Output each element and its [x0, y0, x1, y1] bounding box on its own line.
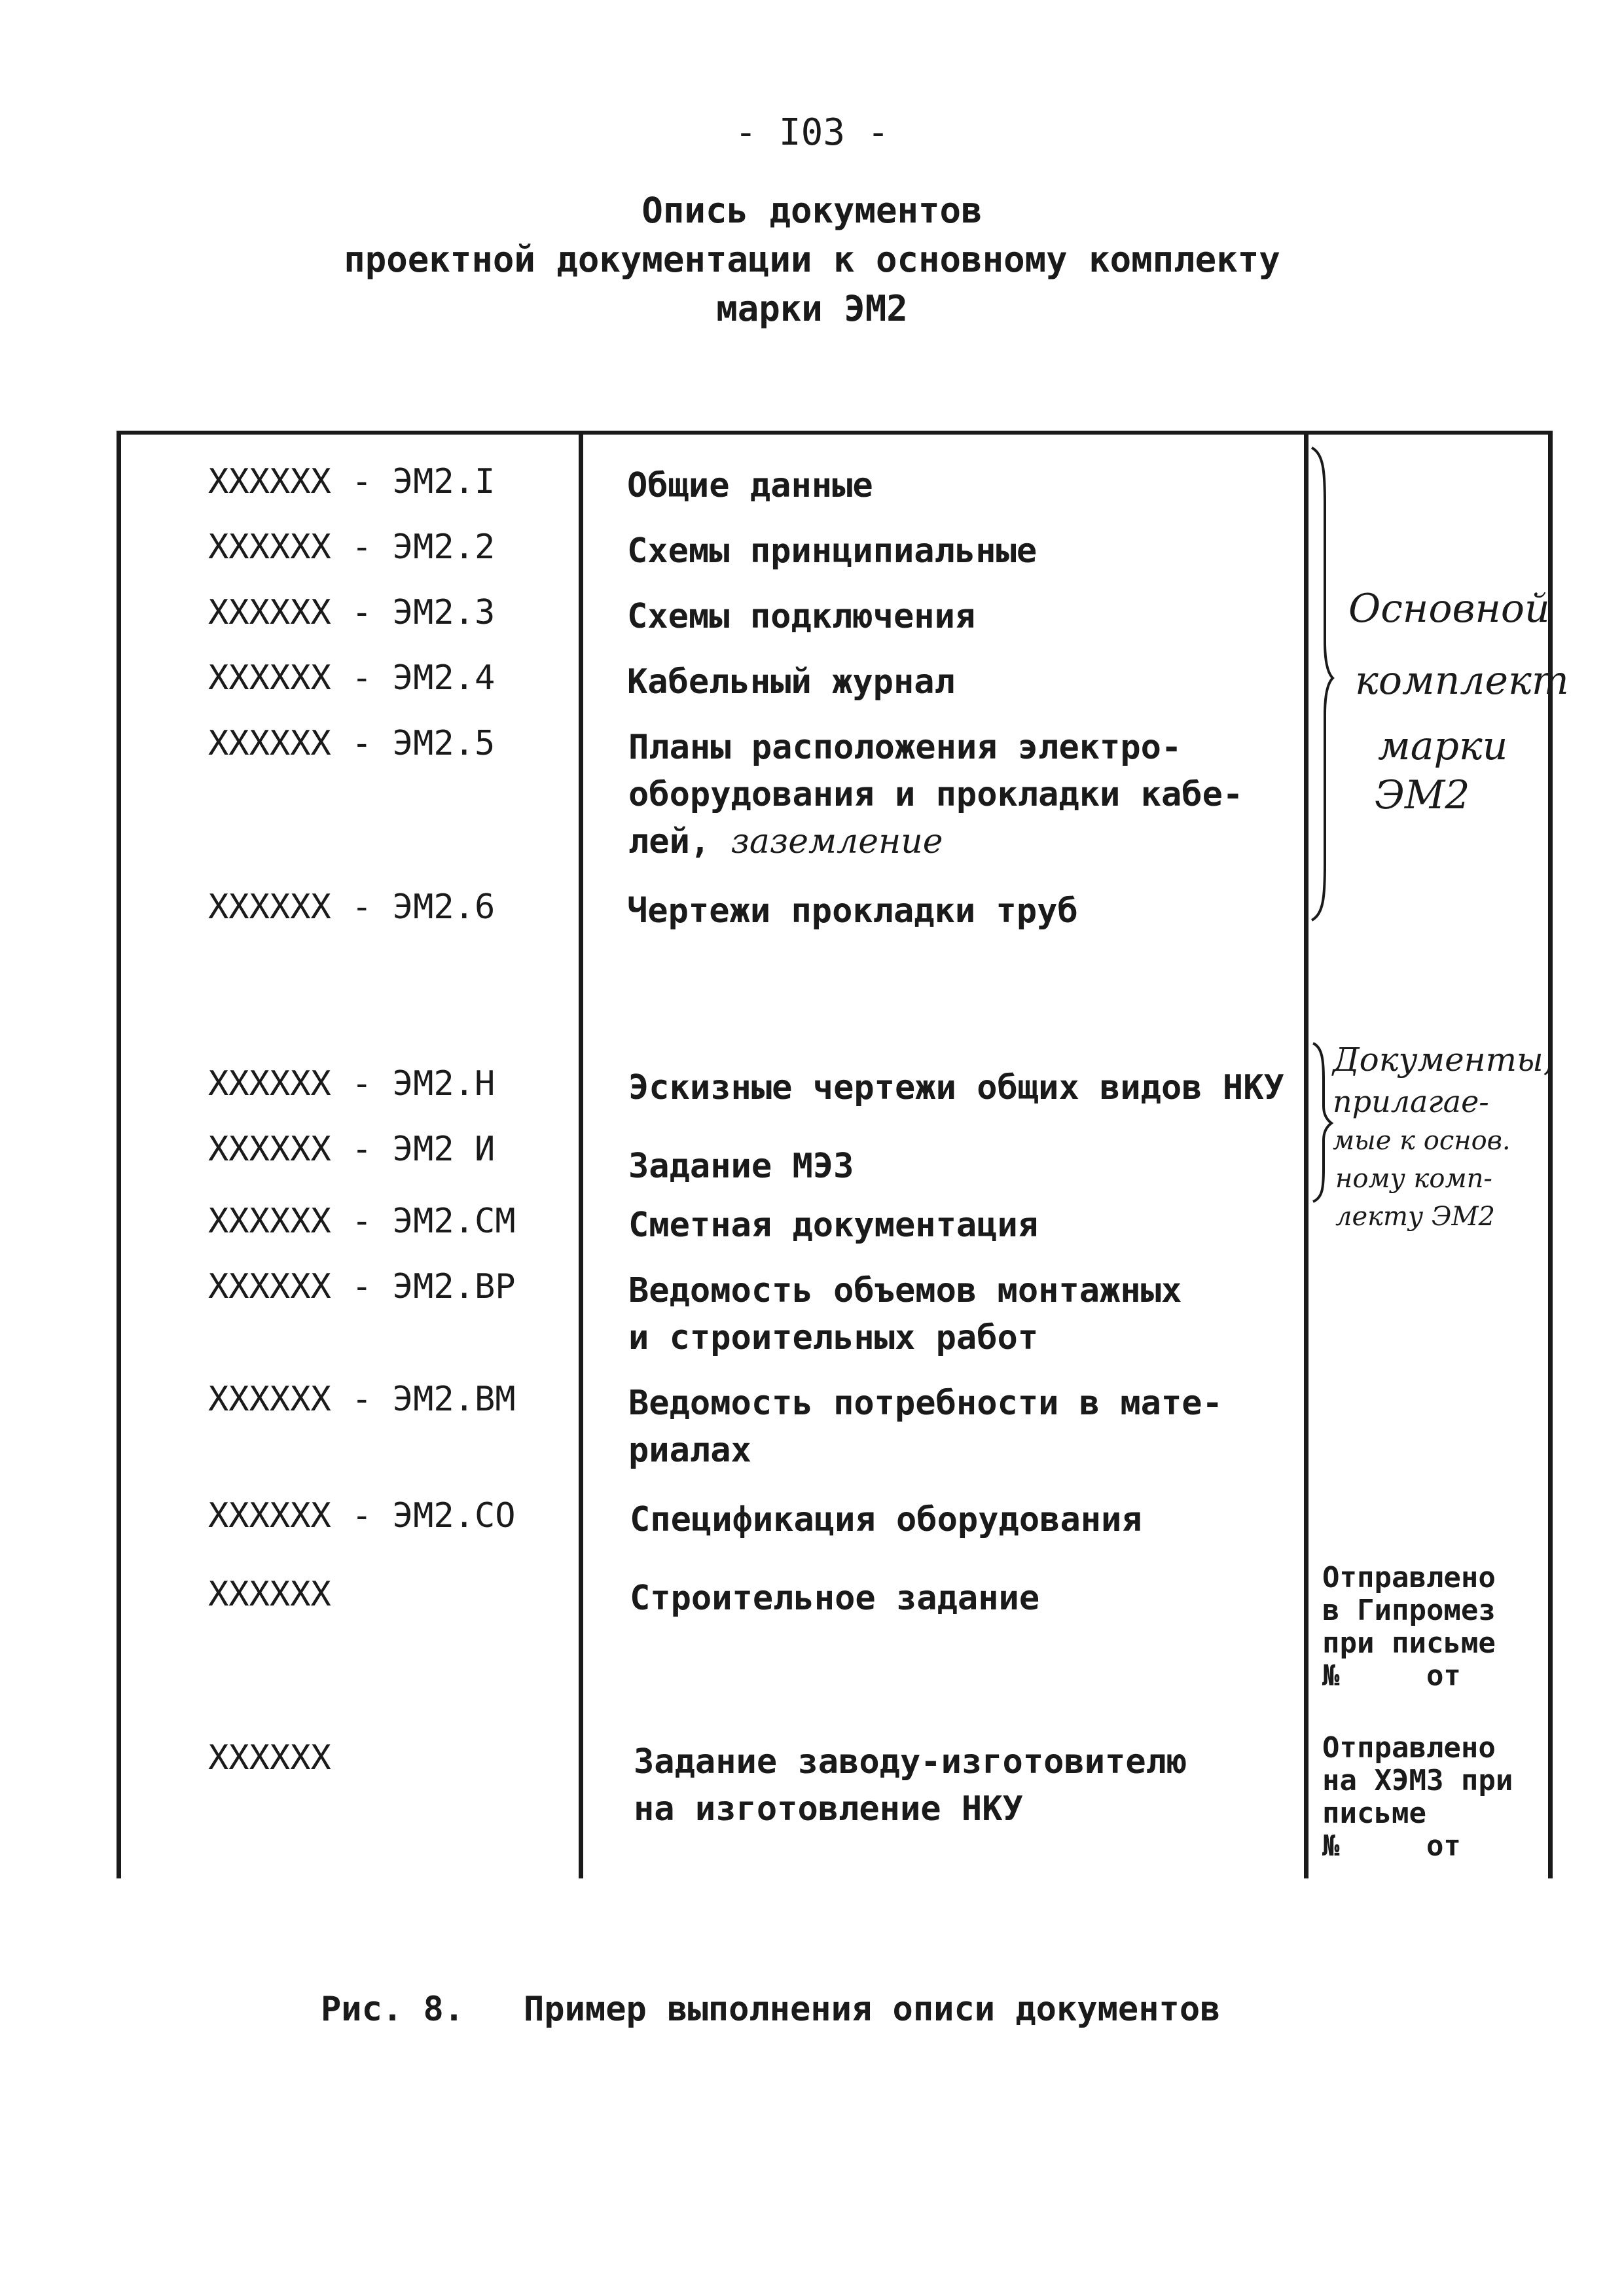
document-name: Строительное задание: [630, 1579, 1040, 1618]
table-divider-2: [1304, 431, 1308, 1878]
note-attached-line-3: мые к основ.: [1333, 1126, 1511, 1156]
document-name: Спецификация оборудования: [630, 1500, 1142, 1539]
document-title-line-1: Опись документов: [641, 190, 983, 231]
document-name-line-2: риалах: [628, 1431, 751, 1470]
note-attached-line-4: ному комп-: [1335, 1164, 1492, 1194]
note-main-set-line-1: Основной: [1348, 586, 1550, 632]
document-code: XXXXXX - ЭМ2.СО: [208, 1496, 516, 1535]
figure-caption-label: Рис. 8.: [321, 1990, 465, 2029]
document-name: Сметная документация: [628, 1206, 1039, 1245]
document-name-line-1: Задание заводу-изготовителю: [634, 1742, 1187, 1782]
note-main-set-line-4: ЭМ2: [1375, 772, 1470, 818]
note-attached-line-1: Документы,: [1333, 1041, 1554, 1079]
document-code: XXXXXX - ЭМ2.СМ: [208, 1202, 516, 1241]
document-title-line-2: проектной документации к основному комплекту: [344, 239, 1280, 280]
document-code: XXXXXX - ЭМ2.I: [208, 462, 496, 501]
document-name: Задание МЭЗ: [628, 1147, 854, 1186]
note-attached-line-2: прилагае-: [1333, 1084, 1489, 1119]
note-line: при письме: [1322, 1626, 1496, 1660]
document-name: Эскизные чертежи общих видов НКУ: [628, 1068, 1284, 1107]
document-name-handwritten: заземление: [731, 822, 943, 861]
document-code: XXXXXX - ЭМ2.ВМ: [208, 1380, 516, 1419]
document-name-typed: лей,: [628, 822, 711, 861]
note-line: Отправлено: [1322, 1561, 1496, 1594]
document-title-line-3: марки ЭМ2: [716, 288, 908, 329]
document-code: XXXXXX - ЭМ2.2: [208, 528, 496, 567]
table-top-border: [118, 431, 1553, 435]
note-line: в Гипромез: [1322, 1594, 1496, 1627]
note-line: № от: [1322, 1829, 1461, 1863]
document-name: Схемы принципиальные: [627, 531, 1038, 571]
document-code: XXXXXX - ЭМ2.ВР: [208, 1267, 516, 1306]
note-line: письме: [1322, 1797, 1426, 1830]
document-name: Схемы подключения: [627, 597, 976, 636]
document-code: XXXXXX - ЭМ2.5: [208, 724, 496, 763]
main-set-brace: [1309, 445, 1335, 923]
note-attached-line-5: лекту ЭМ2: [1335, 1202, 1495, 1232]
table-divider-1: [579, 431, 583, 1878]
document-name-line-2: на изготовление НКУ: [634, 1789, 1023, 1829]
document-code: XXXXXX: [208, 1738, 331, 1778]
note-line: Отправлено: [1322, 1731, 1496, 1765]
document-name-line-3: [628, 818, 943, 865]
attached-docs-brace: [1309, 1041, 1335, 1204]
page-number: - I03 -: [734, 111, 890, 154]
note-line: на ХЭМЗ при: [1322, 1764, 1513, 1797]
document-name: Чертежи прокладки труб: [627, 891, 1078, 931]
note-main-set-line-3: марки: [1378, 723, 1508, 769]
document-name-line-1: Ведомость потребности в мате-: [628, 1384, 1223, 1423]
document-name: Общие данные: [627, 466, 873, 505]
document-code: XXXXXX - ЭМ2 И: [208, 1130, 496, 1169]
document-name-line-1: Ведомость объемов монтажных: [628, 1271, 1182, 1310]
document-code: XXXXXX - ЭМ2.Н: [208, 1064, 496, 1103]
table-left-border: [117, 431, 121, 1878]
document-name-line-2: оборудования и прокладки кабе-: [628, 775, 1244, 814]
table-right-border: [1548, 431, 1553, 1878]
document-code: XXXXXX - ЭМ2.4: [208, 658, 496, 698]
note-line: № от: [1322, 1659, 1461, 1693]
note-main-set-line-2: комплект: [1355, 658, 1569, 704]
document-code: XXXXXX: [208, 1575, 331, 1614]
figure-caption-text: Пример выполнения описи документов: [524, 1990, 1221, 2029]
document-name-line-1: Планы расположения электро-: [628, 728, 1182, 767]
document-name: Кабельный журнал: [627, 662, 955, 702]
document-code: XXXXXX - ЭМ2.3: [208, 593, 496, 632]
document-code: XXXXXX - ЭМ2.6: [208, 888, 496, 927]
document-name-line-2: и строительных работ: [628, 1318, 1039, 1357]
